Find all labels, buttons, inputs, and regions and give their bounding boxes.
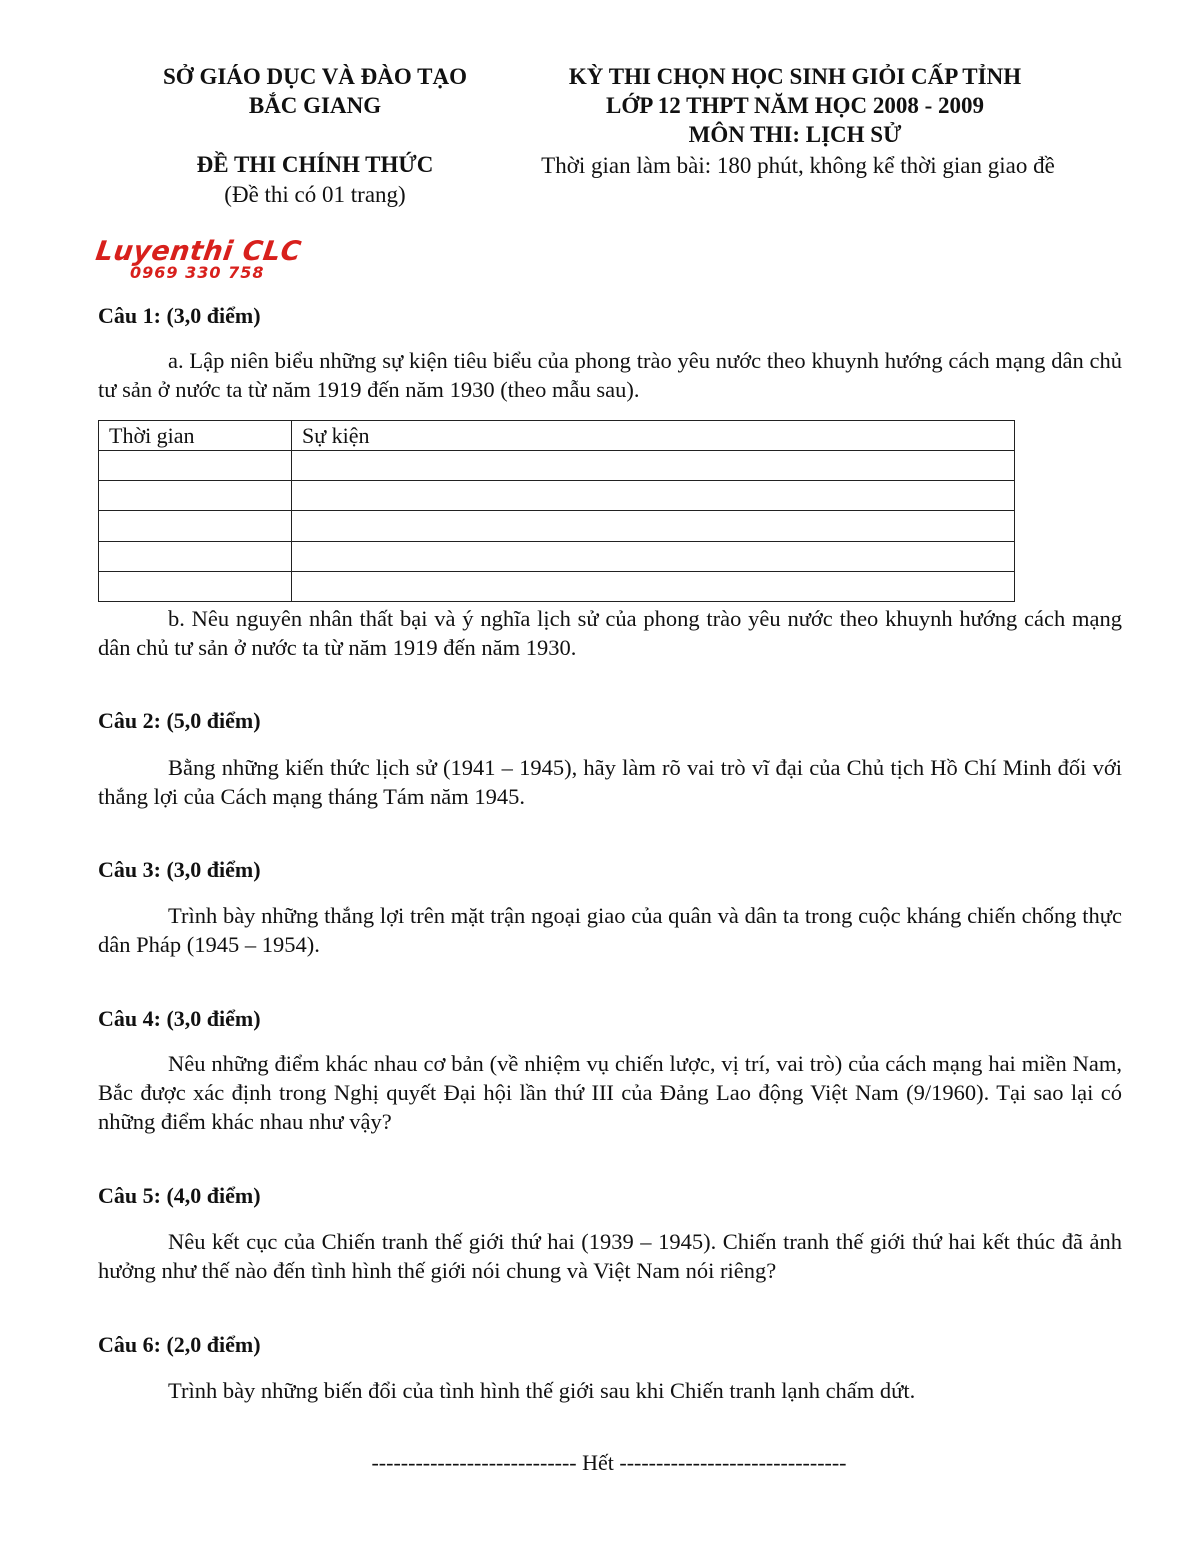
question-5-body: Nêu kết cục của Chiến tranh thế giới thứ hai (1939 – 1945). Chiến tranh thế giới thứ hai kết thúc đã ảnh hưởng như thế nào đến tình hình thế giới nói chung và Việt Nam nói riêng?	[98, 1229, 1122, 1283]
table-row	[99, 451, 1015, 481]
official-label: ĐỀ THI CHÍNH THỨC	[196, 152, 434, 177]
table-cell	[99, 451, 292, 481]
table-row	[99, 481, 1015, 511]
subject-line: MÔN THI: LỊCH SỬ	[688, 122, 902, 147]
table-row	[99, 571, 1015, 601]
table-cell	[292, 571, 1015, 601]
exam-line-2: LỚP 12 THPT NĂM HỌC 2008 - 2009	[605, 93, 985, 118]
table-row	[99, 511, 1015, 541]
logo-phone: 0969 330 758	[130, 263, 265, 282]
table-cell	[99, 481, 292, 511]
time-note: Thời gian làm bài: 180 phút, không kể thời gian giao đề	[541, 153, 1055, 178]
question-6-title: Câu 6: (2,0 điểm)	[98, 1332, 261, 1357]
org-line-1: SỞ GIÁO DỤC VÀ ĐÀO TẠO	[163, 64, 467, 89]
question-1-title: Câu 1: (3,0 điểm)	[98, 303, 261, 328]
question-2-title: Câu 2: (5,0 điểm)	[98, 708, 261, 733]
question-3-body: Trình bày những thắng lợi trên mặt trận ngoại giao của quân và dân ta trong cuộc kháng chiến chống thực dân Pháp (1945 – 1954).	[98, 903, 1122, 957]
pages-note: (Đề thi có 01 trang)	[224, 182, 406, 207]
question-4-title: Câu 4: (3,0 điểm)	[98, 1006, 261, 1031]
end-marker: ---------------------------- Hết -------------------------------	[371, 1450, 847, 1475]
org-name	[135, 62, 495, 120]
table-cell	[292, 541, 1015, 571]
org-line-2: BẮC GIANG	[248, 93, 382, 118]
table-header-time: Thời gian	[99, 421, 292, 451]
table-cell	[292, 511, 1015, 541]
table-row	[99, 541, 1015, 571]
exam-line-1: KỲ THI CHỌN HỌC SINH GIỎI CẤP TỈNH	[568, 64, 1022, 89]
exam-title	[515, 62, 1075, 149]
question-6-body: Trình bày những biến đổi của tình hình thế giới sau khi Chiến tranh lạnh chấm dứt.	[168, 1378, 916, 1403]
question-1-part-a: a. Lập niên biểu những sự kiện tiêu biểu của phong trào yêu nước theo khuynh hướng cách mạng dân chủ tư sản ở nước ta từ năm 1919 đến năm 1930 (theo mẫu sau).	[98, 348, 1122, 402]
question-5-title: Câu 5: (4,0 điểm)	[98, 1183, 261, 1208]
table-header-event: Sự kiện	[292, 421, 1015, 451]
table-cell	[99, 541, 292, 571]
question-3-title: Câu 3: (3,0 điểm)	[98, 857, 261, 882]
table-cell	[292, 481, 1015, 511]
table-cell	[292, 451, 1015, 481]
timeline-table	[98, 420, 1015, 602]
logo-text: Luyenthi CLC	[93, 236, 304, 267]
table-header-row	[99, 421, 1015, 451]
question-2-body: Bằng những kiến thức lịch sử (1941 – 1945), hãy làm rõ vai trò vĩ đại của Chủ tịch Hồ Chí Minh đối với thắng lợi của Cách mạng tháng Tám năm 1945.	[98, 755, 1122, 809]
question-4-body: Nêu những điểm khác nhau cơ bản (về nhiệm vụ chiến lược, vị trí, vai trò) của cách mạng hai miền Nam, Bắc được xác định trong Nghị quyết Đại hội lần thứ III của Đảng Lao động Việt Nam (9/1960). Tại sao lại có những điểm khác nhau như vậy?	[98, 1051, 1122, 1134]
table-cell	[99, 571, 292, 601]
question-1-part-b: b. Nêu nguyên nhân thất bại và ý nghĩa lịch sử của phong trào yêu nước theo khuynh hướng cách mạng dân chủ tư sản ở nước ta từ năm 1919 đến năm 1930.	[98, 606, 1122, 660]
table-cell	[99, 511, 292, 541]
